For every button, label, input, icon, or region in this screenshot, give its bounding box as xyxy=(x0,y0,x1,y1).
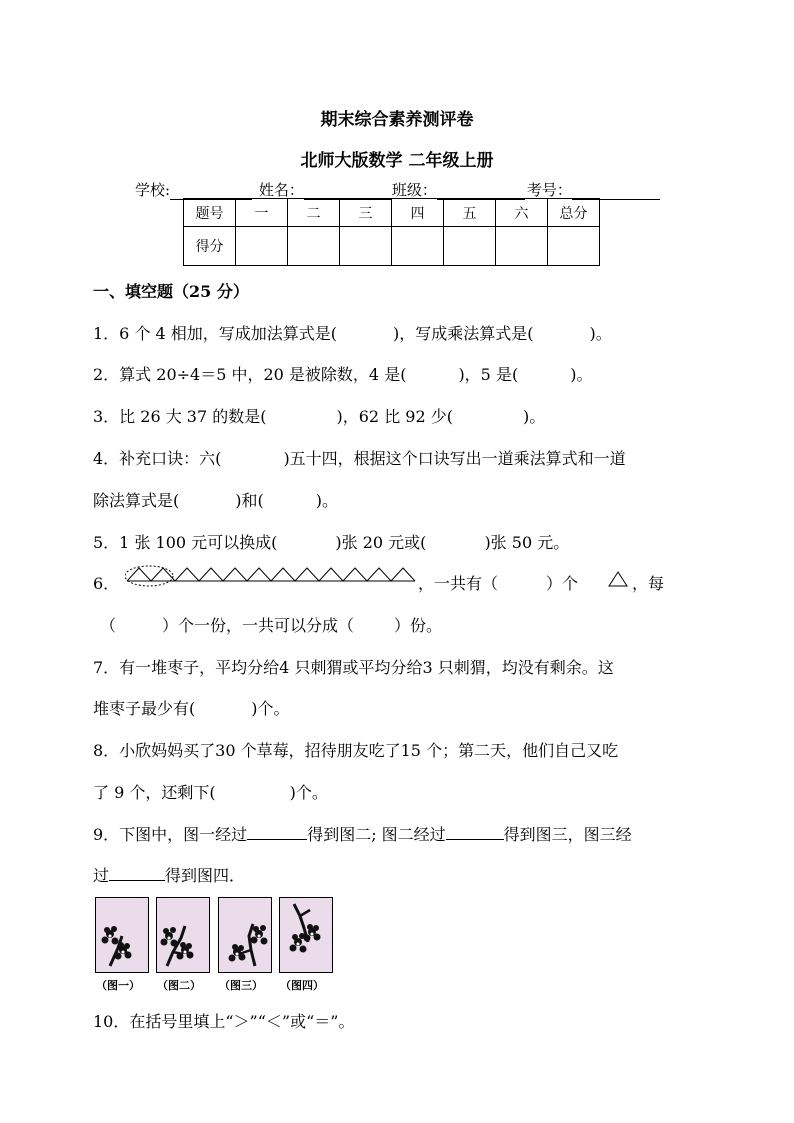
student-info-line xyxy=(135,179,660,200)
q9-text: 9．下图中，图一经过 xyxy=(93,825,248,844)
section-heading: 一、填空题（25 分） xyxy=(93,282,249,301)
question-4-line-1 xyxy=(93,446,626,469)
q5-text: )张 50 元。 xyxy=(484,533,570,552)
flower-branch-icon xyxy=(219,898,271,972)
q4-text: 4．补充口诀：六( xyxy=(93,449,222,468)
q4-text: )。 xyxy=(315,491,338,510)
question-7-line-2 xyxy=(93,696,290,719)
q2-text: )。 xyxy=(570,365,593,384)
exam-title: 期末综合素养测评卷 xyxy=(320,110,474,130)
question-6-tail-2 xyxy=(632,571,664,594)
q8-text: 了 9 个，还剩下( xyxy=(93,783,216,802)
header-cell: 一 xyxy=(236,199,288,227)
figure-2-caption: （图二） xyxy=(157,979,201,992)
exam-subtitle: 北师大版数学 二年级上册 xyxy=(300,151,494,171)
q8-text: 8．小欣妈妈买了30 个草莓，招待朋友吃了15 个；第二天，他们自己又吃 xyxy=(93,741,619,760)
q3-text: )，62 比 92 少( xyxy=(336,407,453,426)
q9-text: 得到图四． xyxy=(165,866,246,885)
q7-text: 堆枣子最少有( xyxy=(93,699,196,718)
q9-text: 过 xyxy=(93,866,110,885)
q3-text: )。 xyxy=(522,407,546,426)
triangle-zigzag xyxy=(127,568,415,581)
flower-branch-icon xyxy=(280,898,332,972)
q2-text: )，5 是( xyxy=(458,365,519,384)
q9-blank-2[interactable] xyxy=(446,823,504,840)
question-2 xyxy=(93,362,592,385)
score-table xyxy=(183,198,600,266)
header-cell: 二 xyxy=(288,199,340,227)
figure-1-image xyxy=(95,897,149,973)
question-7-line-1 xyxy=(93,655,614,678)
question-5 xyxy=(93,530,569,553)
row-label: 得分 xyxy=(184,227,236,266)
question-4-line-2 xyxy=(93,488,338,511)
q6-text: ）个一份，一共可以分成（ xyxy=(162,616,355,635)
score-cell[interactable] xyxy=(548,227,600,266)
q8-text: )个。 xyxy=(289,783,328,802)
q6-text: （ xyxy=(100,616,117,635)
flower-branch-icon xyxy=(96,898,148,972)
question-1 xyxy=(93,321,612,344)
exam-number-label: 考号： xyxy=(526,181,572,199)
q7-text: 7．有一堆枣子，平均分给4 只刺猬或平均分给3 只刺猬，均没有剩余。这 xyxy=(93,658,614,677)
q9-blank-1[interactable] xyxy=(247,823,307,840)
figure-1-caption: （图一） xyxy=(96,979,140,992)
q9-text: 得到图二; 图二经过 xyxy=(307,825,446,844)
score-table-score-row xyxy=(184,227,600,266)
score-cell[interactable] xyxy=(236,227,288,266)
question-6-tail xyxy=(418,571,578,594)
question-9-line-1 xyxy=(93,822,632,845)
header-cell: 六 xyxy=(496,199,548,227)
q5-text: 5．1 张 100 元可以换成( xyxy=(93,533,278,552)
question-6-line-1 xyxy=(93,571,119,594)
question-3 xyxy=(93,404,545,427)
q4-text: )和( xyxy=(235,491,264,510)
header-cell: 四 xyxy=(392,199,444,227)
q6-text: 6． xyxy=(93,574,120,593)
header-cell: 三 xyxy=(340,199,392,227)
q3-text: 3．比 26 大 37 的数是( xyxy=(93,407,267,426)
q9-blank-3[interactable] xyxy=(109,864,165,881)
class-label: 班级： xyxy=(391,181,437,199)
score-cell[interactable] xyxy=(444,227,496,266)
score-cell[interactable] xyxy=(340,227,392,266)
header-cell: 题号 xyxy=(184,199,236,227)
figure-3-caption: （图三） xyxy=(219,979,263,992)
q6-text: ）个 xyxy=(546,574,579,593)
q6-text: ，一共有（ xyxy=(418,574,499,593)
score-cell[interactable] xyxy=(288,227,340,266)
score-table-header-row xyxy=(184,199,600,227)
q1-text: )，写成乘法算式是( xyxy=(393,324,534,343)
q6-text: ，每 xyxy=(632,574,665,593)
score-cell[interactable] xyxy=(496,227,548,266)
school-label: 学校: xyxy=(135,181,171,199)
question-8-line-2 xyxy=(93,780,328,803)
triangle-row-figure xyxy=(125,565,417,589)
q1-text: )。 xyxy=(589,324,612,343)
q7-text: )个。 xyxy=(251,699,290,718)
question-6-line-2 xyxy=(100,613,442,636)
q6-text: ）份。 xyxy=(394,616,443,635)
q1-text: 1．6 个 4 相加，写成加法算式是( xyxy=(93,324,338,343)
q4-text: 除法算式是( xyxy=(93,491,180,510)
q5-text: )张 20 元或( xyxy=(335,533,427,552)
score-cell[interactable] xyxy=(392,227,444,266)
figure-4-image xyxy=(279,897,333,973)
figure-2-image xyxy=(156,897,210,973)
q4-text: )五十四，根据这个口诀写出一道乘法算式和一道 xyxy=(283,449,626,468)
q2-text: 2．算式 20÷4＝5 中，20 是被除数，4 是( xyxy=(93,365,407,384)
question-8-line-1 xyxy=(93,738,618,761)
figure-3-image xyxy=(218,897,272,973)
name-label: 姓名： xyxy=(258,181,304,199)
triangle-icon xyxy=(607,570,629,588)
flower-branch-icon xyxy=(157,898,209,972)
header-cell: 五 xyxy=(444,199,496,227)
question-9-line-2 xyxy=(93,863,245,886)
question-10: 10．在括号里填上“＞”“＜”或“＝”。 xyxy=(93,1012,355,1031)
figure-4-caption: （图四） xyxy=(280,979,324,992)
q9-text: 得到图三，图三经 xyxy=(503,825,632,844)
header-cell: 总分 xyxy=(548,199,600,227)
